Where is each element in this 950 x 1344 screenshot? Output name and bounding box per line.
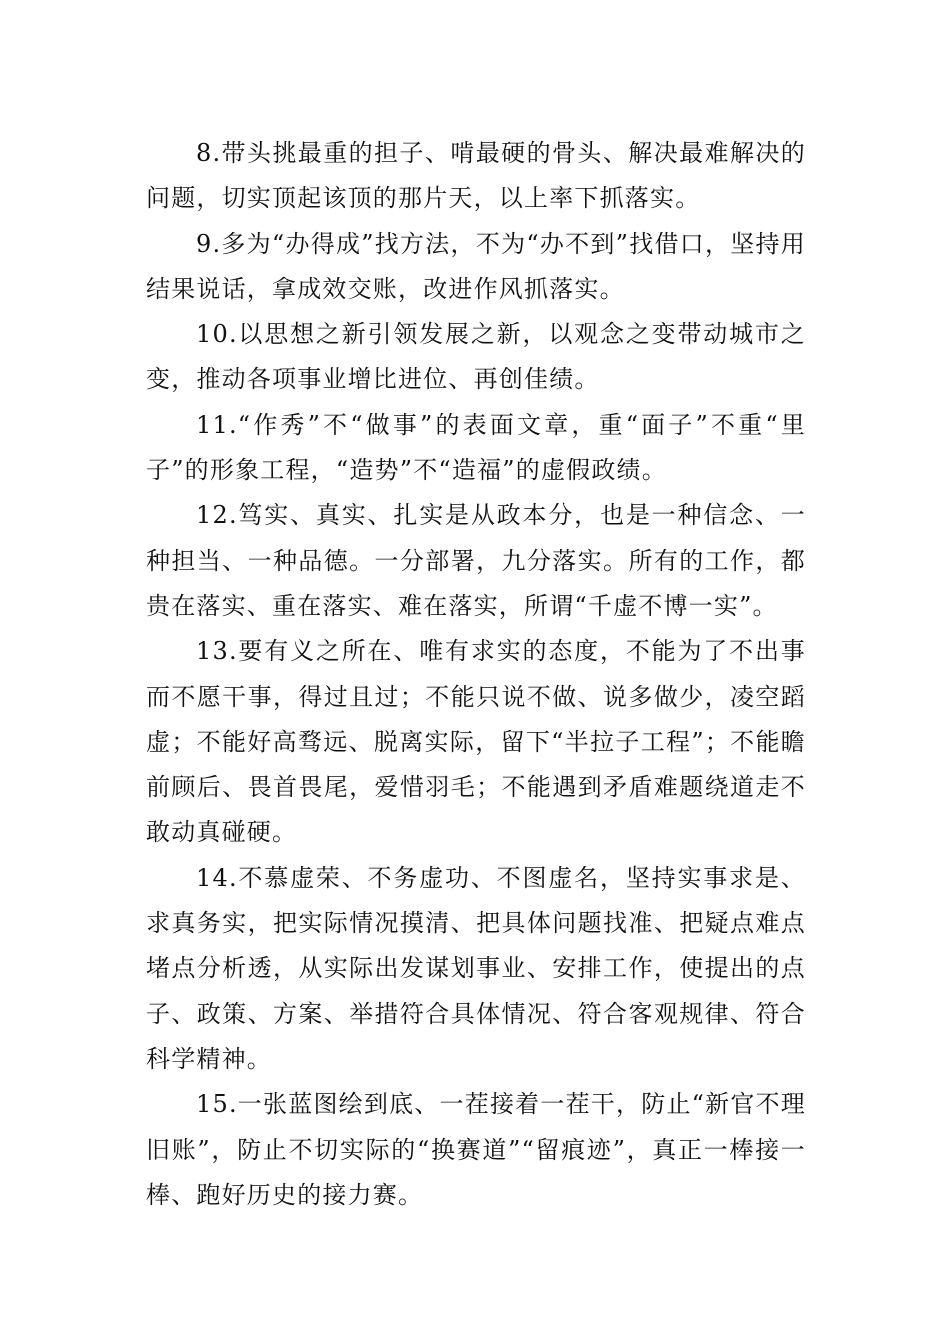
paragraph-11 bbox=[146, 403, 806, 494]
document-body bbox=[146, 131, 806, 1218]
paragraph-text: 笃实、真实、扎实是从政本分，也是一种信念、一种担当、一种品德。一分部署，九分落实。所有的工作，都贵在落实、重在落实、难在落实，所谓“千虚不博一实”。 bbox=[146, 501, 806, 620]
paragraph-number: 15. bbox=[196, 1090, 238, 1119]
paragraph-number: 11. bbox=[196, 410, 238, 439]
paragraph-text: 多为“办得成”找方法，不为“办不到”找借口，坚持用结果说话，拿成效交账，改进作风抓落实。 bbox=[146, 229, 806, 303]
paragraph-14 bbox=[146, 856, 806, 1082]
paragraph-number: 12. bbox=[196, 501, 238, 530]
paragraph-text: 不慕虚荣、不务虚功、不图虚名，坚持实事求是、求真务实，把实际情况摸清、把具体问题找准、把疑点难点堵点分析透，从实际出发谋划事业、安排工作，使提出的点子、政策、方案、举措符合具体情况、符合客观规律、符合科学精神。 bbox=[146, 863, 806, 1073]
paragraph-12 bbox=[146, 493, 806, 629]
paragraph-10 bbox=[146, 312, 806, 403]
paragraph-number: 10. bbox=[196, 320, 238, 349]
paragraph-text: 带头挑最重的担子、啃最硬的骨头、解决最难解决的问题，切实顶起该顶的那片天，以上率下抓落实。 bbox=[146, 139, 806, 213]
paragraph-8 bbox=[146, 131, 806, 222]
paragraph-text: 一张蓝图绘到底、一茬接着一茬干，防止“新官不理旧账”，防止不切实际的“换赛道”“留痕迹”，真正一棒接一棒、跑好历史的接力赛。 bbox=[146, 1090, 806, 1209]
paragraph-9 bbox=[146, 222, 806, 313]
paragraph-text: “作秀”不“做事”的表面文章，重“面子”不重“里子”的形象工程，“造势”不“造福”的虚假政绩。 bbox=[146, 410, 806, 485]
paragraph-number: 8. bbox=[196, 139, 222, 167]
paragraph-15 bbox=[146, 1082, 806, 1218]
paragraph-number: 9. bbox=[196, 229, 222, 258]
paragraph-text: 以思想之新引领发展之新，以观念之变带动城市之变，推动各项事业增比进位、再创佳绩。 bbox=[146, 320, 806, 394]
paragraph-13 bbox=[146, 629, 806, 855]
paragraph-text: 要有义之所在、唯有求实的态度，不能为了不出事而不愿干事，得过且过；不能只说不做、说多做少，凌空蹈虚；不能好高骛远、脱离实际，留下“半拉子工程”；不能瞻前顾后、畏首畏尾，爱惜羽毛；不能遇到矛盾难题绕道走不敢动真碰硬。 bbox=[146, 637, 806, 847]
paragraph-number: 14. bbox=[196, 863, 238, 892]
paragraph-number: 13. bbox=[196, 637, 238, 666]
